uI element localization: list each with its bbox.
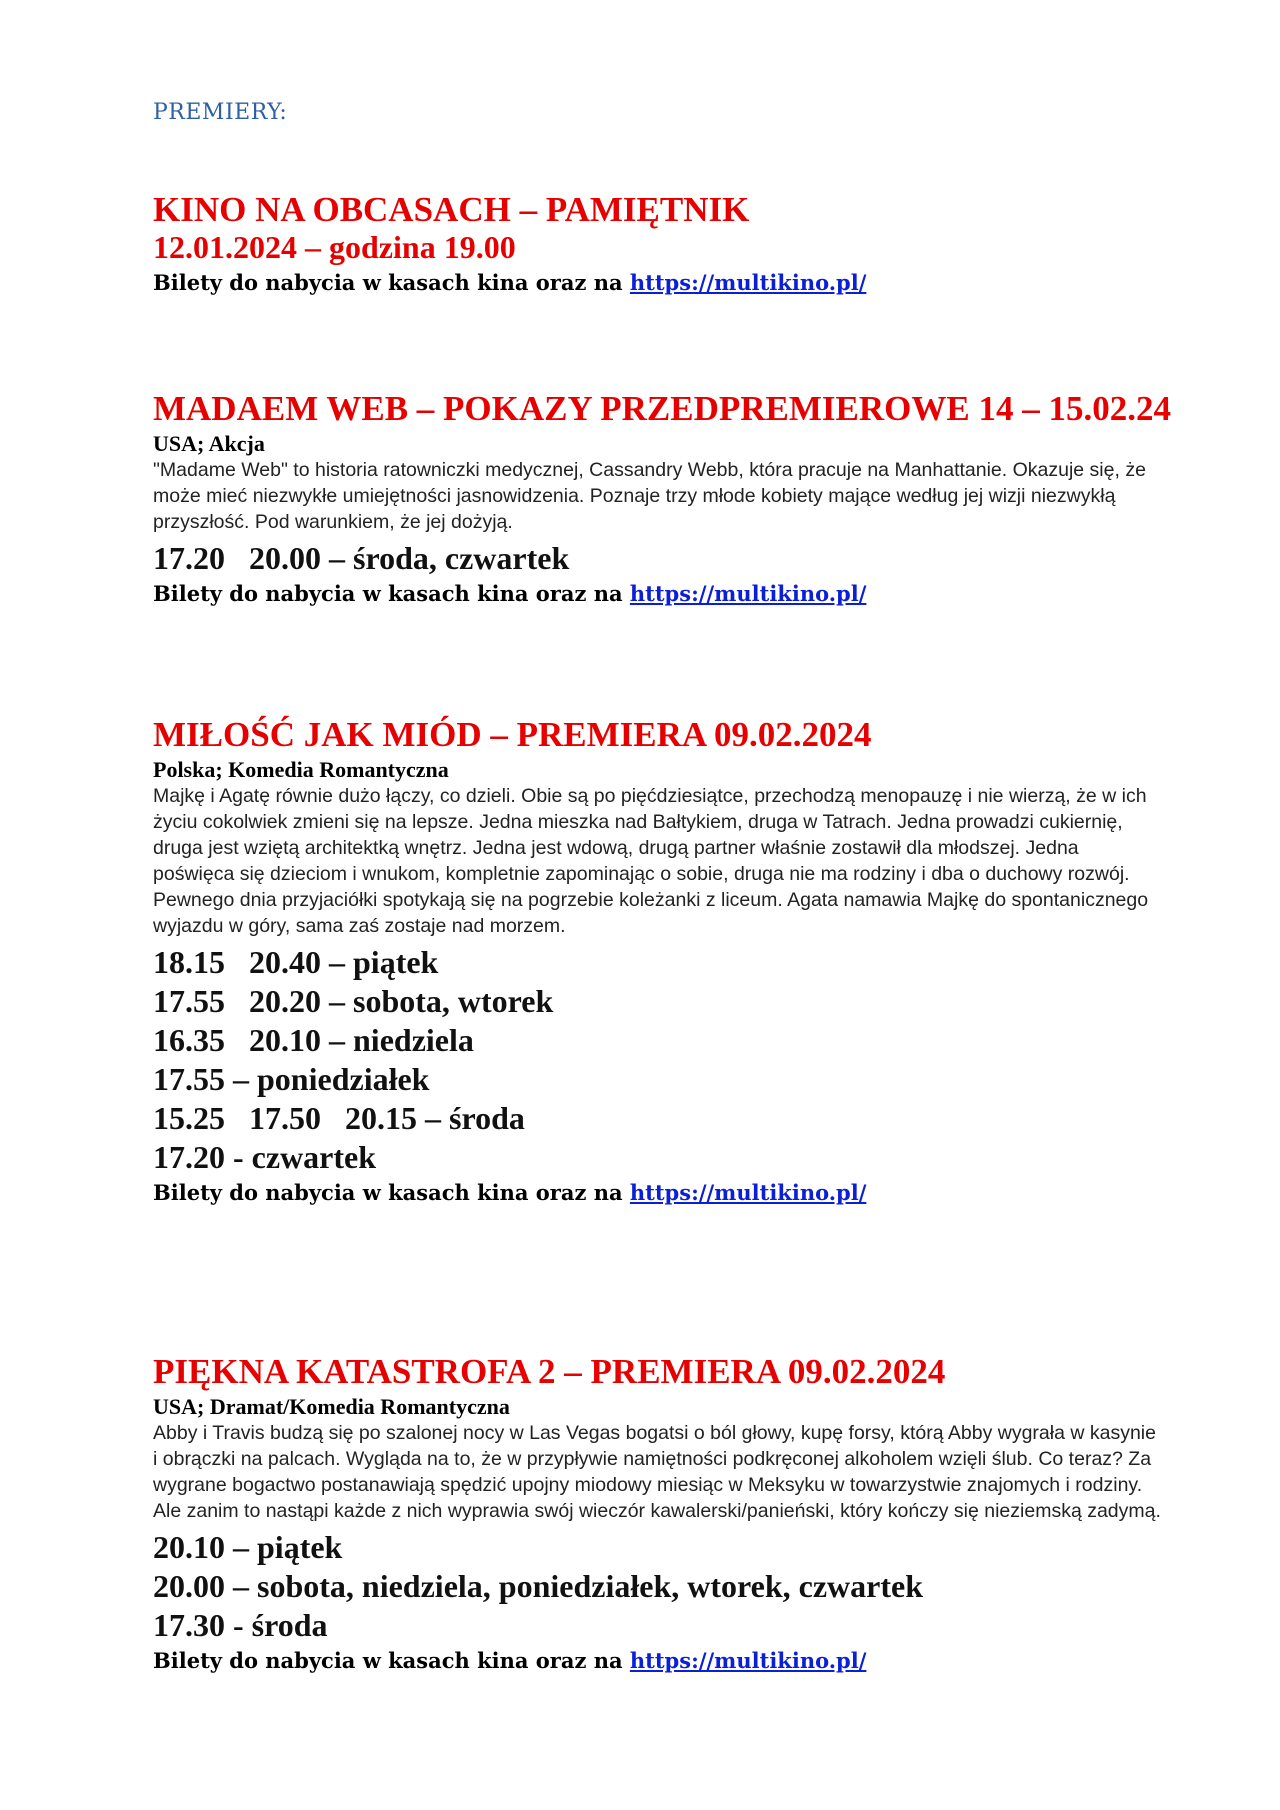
showtime: 17.55 – poniedziałek — [153, 1061, 430, 1097]
tickets-text: Bilety do nabycia w kasach kina oraz na — [153, 1180, 630, 1205]
section-header: PREMIERY: — [153, 100, 288, 125]
tickets-text: Bilety do nabycia w kasach kina oraz na — [153, 270, 630, 295]
showtime: 17.20 - czwartek — [153, 1139, 377, 1175]
tickets-text: Bilety do nabycia w kasach kina oraz na — [153, 1648, 630, 1673]
tickets-line — [153, 1645, 1163, 1677]
showtimes — [153, 539, 1163, 578]
tickets-line — [153, 578, 1163, 610]
showtimes — [153, 228, 1163, 267]
showtime: 17.55 20.20 – sobota, wtorek — [153, 983, 554, 1019]
tickets-link[interactable]: https://multikino.pl/ — [629, 581, 867, 606]
film-entry — [153, 715, 1163, 1209]
tickets-text: Bilety do nabycia w kasach kina oraz na — [153, 581, 630, 606]
showtime: 16.35 20.10 – niedziela — [153, 1022, 474, 1058]
tickets-link[interactable]: https://multikino.pl/ — [629, 1180, 867, 1205]
showtime: 17.20 20.00 – środa, czwartek — [153, 540, 570, 576]
showtime: 17.30 - środa — [153, 1607, 328, 1643]
showtime: 12.01.2024 – godzina 19.00 — [153, 229, 516, 265]
film-title: KINO NA OBCASACH – PAMIĘTNIK — [153, 190, 750, 229]
tickets-line — [153, 1177, 1163, 1209]
showtime: 18.15 20.40 – piątek — [153, 944, 439, 980]
showtime: 15.25 17.50 20.15 – środa — [153, 1100, 525, 1136]
film-description: "Madame Web" to historia ratowniczki medycznej, Cassandry Webb, która pracuje na Manhattanie. Okazuje się, że może mieć niezwykłe umiejętności jasnowidzenia. Poznaje trzy młode kobiety mające według jej wizji niezwykłą przyszłość. Pod warunkiem, że jej dożyją. — [153, 459, 1146, 533]
film-description: Abby i Travis budzą się po szalonej nocy w Las Vegas bogatsi o ból głowy, kupę forsy, którą Abby wygrała w kasynie i obrączki na palcach. Wygląda na to, że w przypływie namiętności podkręconej alkoholem wzięli ślub. Co teraz? Za wygrane bogactwo postanawiają spędzić upojny miodowy miesiąc w Meksyku w towarzystwie znajomych i rodziny. Ale zanim to nastąpi każde z nich wyprawia swój wieczór kawalerski/panieński, który kończy się nieziemską zadymą. — [153, 1422, 1161, 1522]
film-entry — [153, 389, 1171, 610]
film-genre: USA; Dramat/Komedia Romantyczna — [153, 1394, 510, 1419]
film-title: MADAEM WEB – POKAZY PRZEDPREMIEROWE 14 – 15.02.24 — [153, 389, 1171, 428]
film-title: MIŁOŚĆ JAK MIÓD – PREMIERA 09.02.2024 — [153, 715, 872, 754]
showtimes — [153, 943, 1163, 1177]
showtimes — [153, 1528, 1163, 1645]
showtime: 20.10 – piątek — [153, 1529, 343, 1565]
tickets-link[interactable]: https://multikino.pl/ — [629, 1648, 867, 1673]
film-genre: USA; Akcja — [153, 431, 265, 456]
tickets-link[interactable]: https://multikino.pl/ — [629, 270, 867, 295]
film-description: Majkę i Agatę równie dużo łączy, co dzieli. Obie są po pięćdziesiątce, przechodzą menopauzę i nie wierzą, że w ich życiu cokolwiek zmieni się na lepsze. Jedna mieszka nad Bałtykiem, druga w Tatrach. Jedna prowadzi cukiernię, druga jest wziętą architektką wnętrz. Jedna jest wdową, drugą partner właśnie zostawił dla młodszej. Jedna poświęca się dzieciom i wnukom, kompletnie zapominając o sobie, druga nie ma rodziny i dba o duchowy rozwój. Pewnego dnia przyjaciółki spotykają się na pogrzebie koleżanki z liceum. Agata namawia Majkę do spontanicznego wyjazdu w góry, sama zaś zostaje nad morzem. — [153, 785, 1149, 937]
showtime: 20.00 – sobota, niedziela, poniedziałek, wtorek, czwartek — [153, 1568, 924, 1604]
film-entry — [153, 1352, 1163, 1677]
film-genre: Polska; Komedia Romantyczna — [153, 757, 449, 782]
tickets-line — [153, 267, 1163, 299]
film-entry — [153, 190, 1163, 299]
film-title: PIĘKNA KATASTROFA 2 – PREMIERA 09.02.2024 — [153, 1352, 946, 1391]
